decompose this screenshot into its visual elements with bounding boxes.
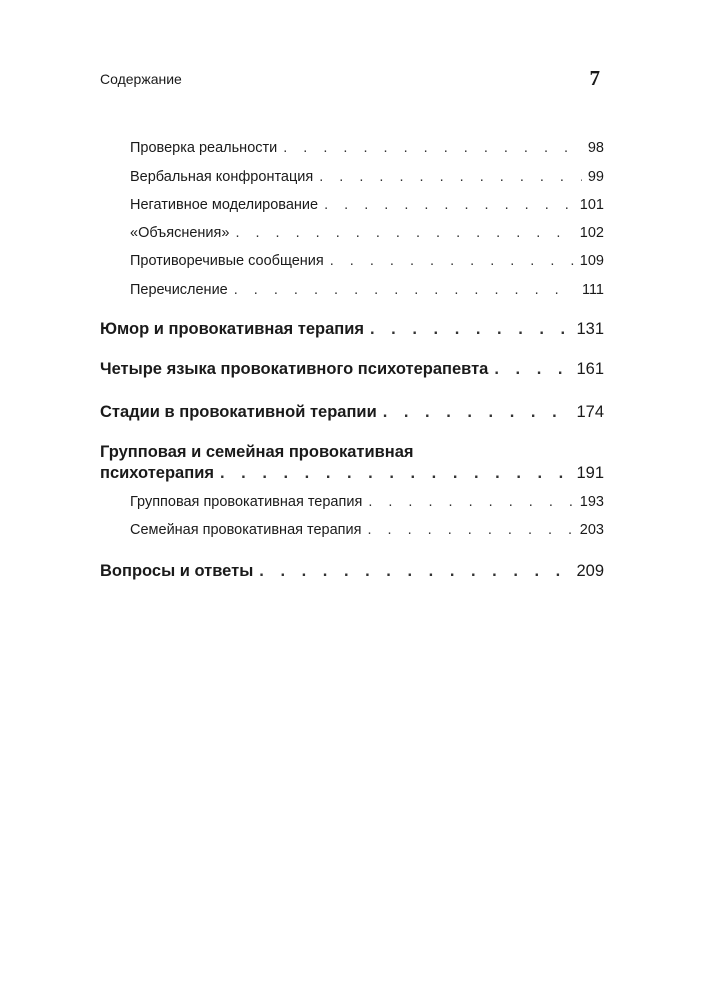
toc-entry[interactable] <box>130 197 604 213</box>
running-header-title: Содержание <box>100 71 182 87</box>
leader-dots <box>370 320 570 339</box>
toc-entry-page: 102 <box>579 225 604 241</box>
toc-chapter[interactable] <box>100 562 604 581</box>
toc-entry-title: Вербальная конфронтация <box>130 169 314 185</box>
toc-entry-title: Семейная провокативная терапия <box>130 522 362 538</box>
toc-chapter-title: Вопросы и ответы <box>100 562 254 580</box>
toc-chapter[interactable] <box>100 320 604 339</box>
toc-entry-page: 101 <box>579 197 604 213</box>
toc-chapter[interactable] <box>100 360 604 379</box>
leader-dots <box>367 522 573 538</box>
toc-chapter-title-line2: психотерапия <box>100 464 214 482</box>
leader-dots <box>319 169 582 185</box>
toc-entry[interactable] <box>130 225 604 241</box>
leader-dots <box>494 360 570 379</box>
toc-entry[interactable] <box>130 140 604 156</box>
toc-chapter-page: 174 <box>576 403 604 421</box>
leader-dots <box>235 225 573 241</box>
leader-dots <box>330 253 574 269</box>
toc-chapter-title: Четыре языка провокативного психотерапевта <box>100 360 489 378</box>
toc-entry-title: Негативное моделирование <box>130 197 319 213</box>
toc-entry-page: 203 <box>579 522 604 538</box>
toc-entry[interactable] <box>130 253 604 269</box>
toc-chapter-title: Юмор и провокативная терапия <box>100 320 365 338</box>
toc-chapter-title-line1[interactable]: Групповая и семейная провокативная <box>100 443 414 461</box>
toc-entry-title: Перечисление <box>130 282 228 298</box>
toc-chapter[interactable] <box>100 464 604 483</box>
leader-dots <box>368 494 573 510</box>
toc-entry[interactable] <box>130 522 604 538</box>
toc-entry-page: 111 <box>581 282 604 298</box>
leader-dots <box>234 282 576 298</box>
toc-chapter-page: 209 <box>576 562 604 580</box>
page-number: 7 <box>589 66 600 90</box>
leader-dots <box>283 140 582 156</box>
toc-entry-page: 109 <box>579 253 604 269</box>
toc-entry-title: Проверка реальности <box>130 140 278 156</box>
toc-entry-page: 193 <box>579 494 604 510</box>
toc-entry-title: «Объяснения» <box>130 225 230 241</box>
toc-entry[interactable] <box>130 282 604 298</box>
leader-dots <box>383 403 571 422</box>
leader-dots <box>324 197 574 213</box>
toc-chapter-page: 131 <box>576 320 604 338</box>
leader-dots <box>220 464 570 483</box>
toc-chapter[interactable] <box>100 403 604 422</box>
toc-entry-page: 99 <box>587 169 604 185</box>
leader-dots <box>259 562 570 581</box>
toc-entry-title: Групповая провокативная терапия <box>130 494 363 510</box>
toc-entry[interactable] <box>130 169 604 185</box>
toc-chapter-title: Стадии в провокативной терапии <box>100 403 377 421</box>
toc-chapter-page: 191 <box>576 464 604 482</box>
toc-entry-title: Противоречивые сообщения <box>130 253 324 269</box>
toc-chapter-page: 161 <box>576 360 604 378</box>
toc-entry[interactable] <box>130 494 604 510</box>
toc-entry-page: 98 <box>587 140 604 156</box>
